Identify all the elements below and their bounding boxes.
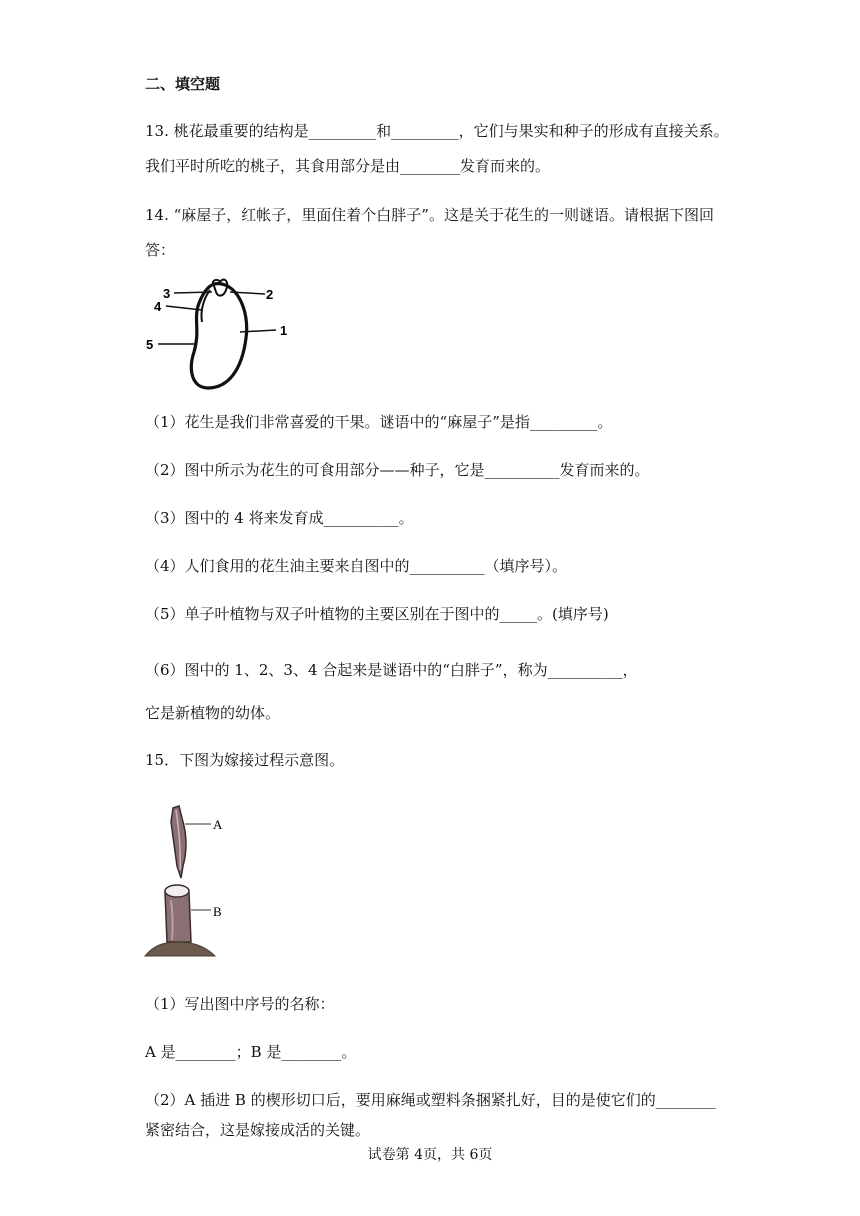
q14-sub6: （6）图中的 1、2、3、4 合起来是谜语中的“白胖子”，称为__________， [145, 661, 638, 679]
q13-line1: 13. 桃花最重要的结构是_________和_________，它们与果实和种子的形成有直接关系。 [145, 122, 729, 140]
q14-sub1: （1）花生是我们非常喜爱的干果。谜语中的“麻屋子”是指_________。 [145, 413, 613, 431]
q15-sub2b: 紧密结合，这是嫁接成活的关键。 [145, 1121, 371, 1139]
seed-label-2: 2 [266, 287, 274, 302]
q15-sub1: （1）写出图中序号的名称： [145, 995, 335, 1013]
q14-sub6b: 它是新植物的幼体。 [145, 704, 281, 722]
q14-line1: 14. “麻屋子，红帐子，里面住着个白胖子”。这是关于花生的一则谜语。请根据下图回 [145, 206, 714, 224]
section-title: 二、填空题 [145, 75, 221, 93]
page-footer: 试卷第 4页，共 6页 [367, 1147, 493, 1163]
seed-label-3: 3 [163, 286, 171, 301]
q14-sub4: （4）人们食用的花生油主要来自图中的__________（填序号）。 [145, 557, 568, 575]
q15-sub2: （2）A 插进 B 的楔形切口后，要用麻绳或塑料条捆紧扎好，目的是使它们的________ [145, 1091, 716, 1109]
q15-line1: 15．下图为嫁接过程示意图。 [145, 751, 345, 769]
graft-label-a: A [213, 817, 223, 832]
q14-sub5: （5）单子叶植物与双子叶植物的主要区别在于图中的_____。(填序号) [145, 605, 609, 623]
graft-label-b: B [213, 904, 222, 919]
seed-label-1: 1 [280, 323, 288, 338]
seed-label-4: 4 [154, 299, 162, 314]
q14-line2: 答： [145, 241, 176, 259]
peanut-seed-figure [140, 272, 300, 394]
q14-sub2: （2）图中所示为花生的可食用部分——种子，它是__________发育而来的。 [145, 461, 650, 479]
q15-sub1b: A 是________；B 是________。 [145, 1043, 357, 1061]
q14-sub3: （3）图中的 4 将来发育成__________。 [145, 509, 414, 527]
seed-label-5: 5 [146, 337, 154, 352]
grafting-figure [143, 800, 263, 962]
q13-line2: 我们平时所吃的桃子，其食用部分是由________发育而来的。 [145, 157, 551, 175]
